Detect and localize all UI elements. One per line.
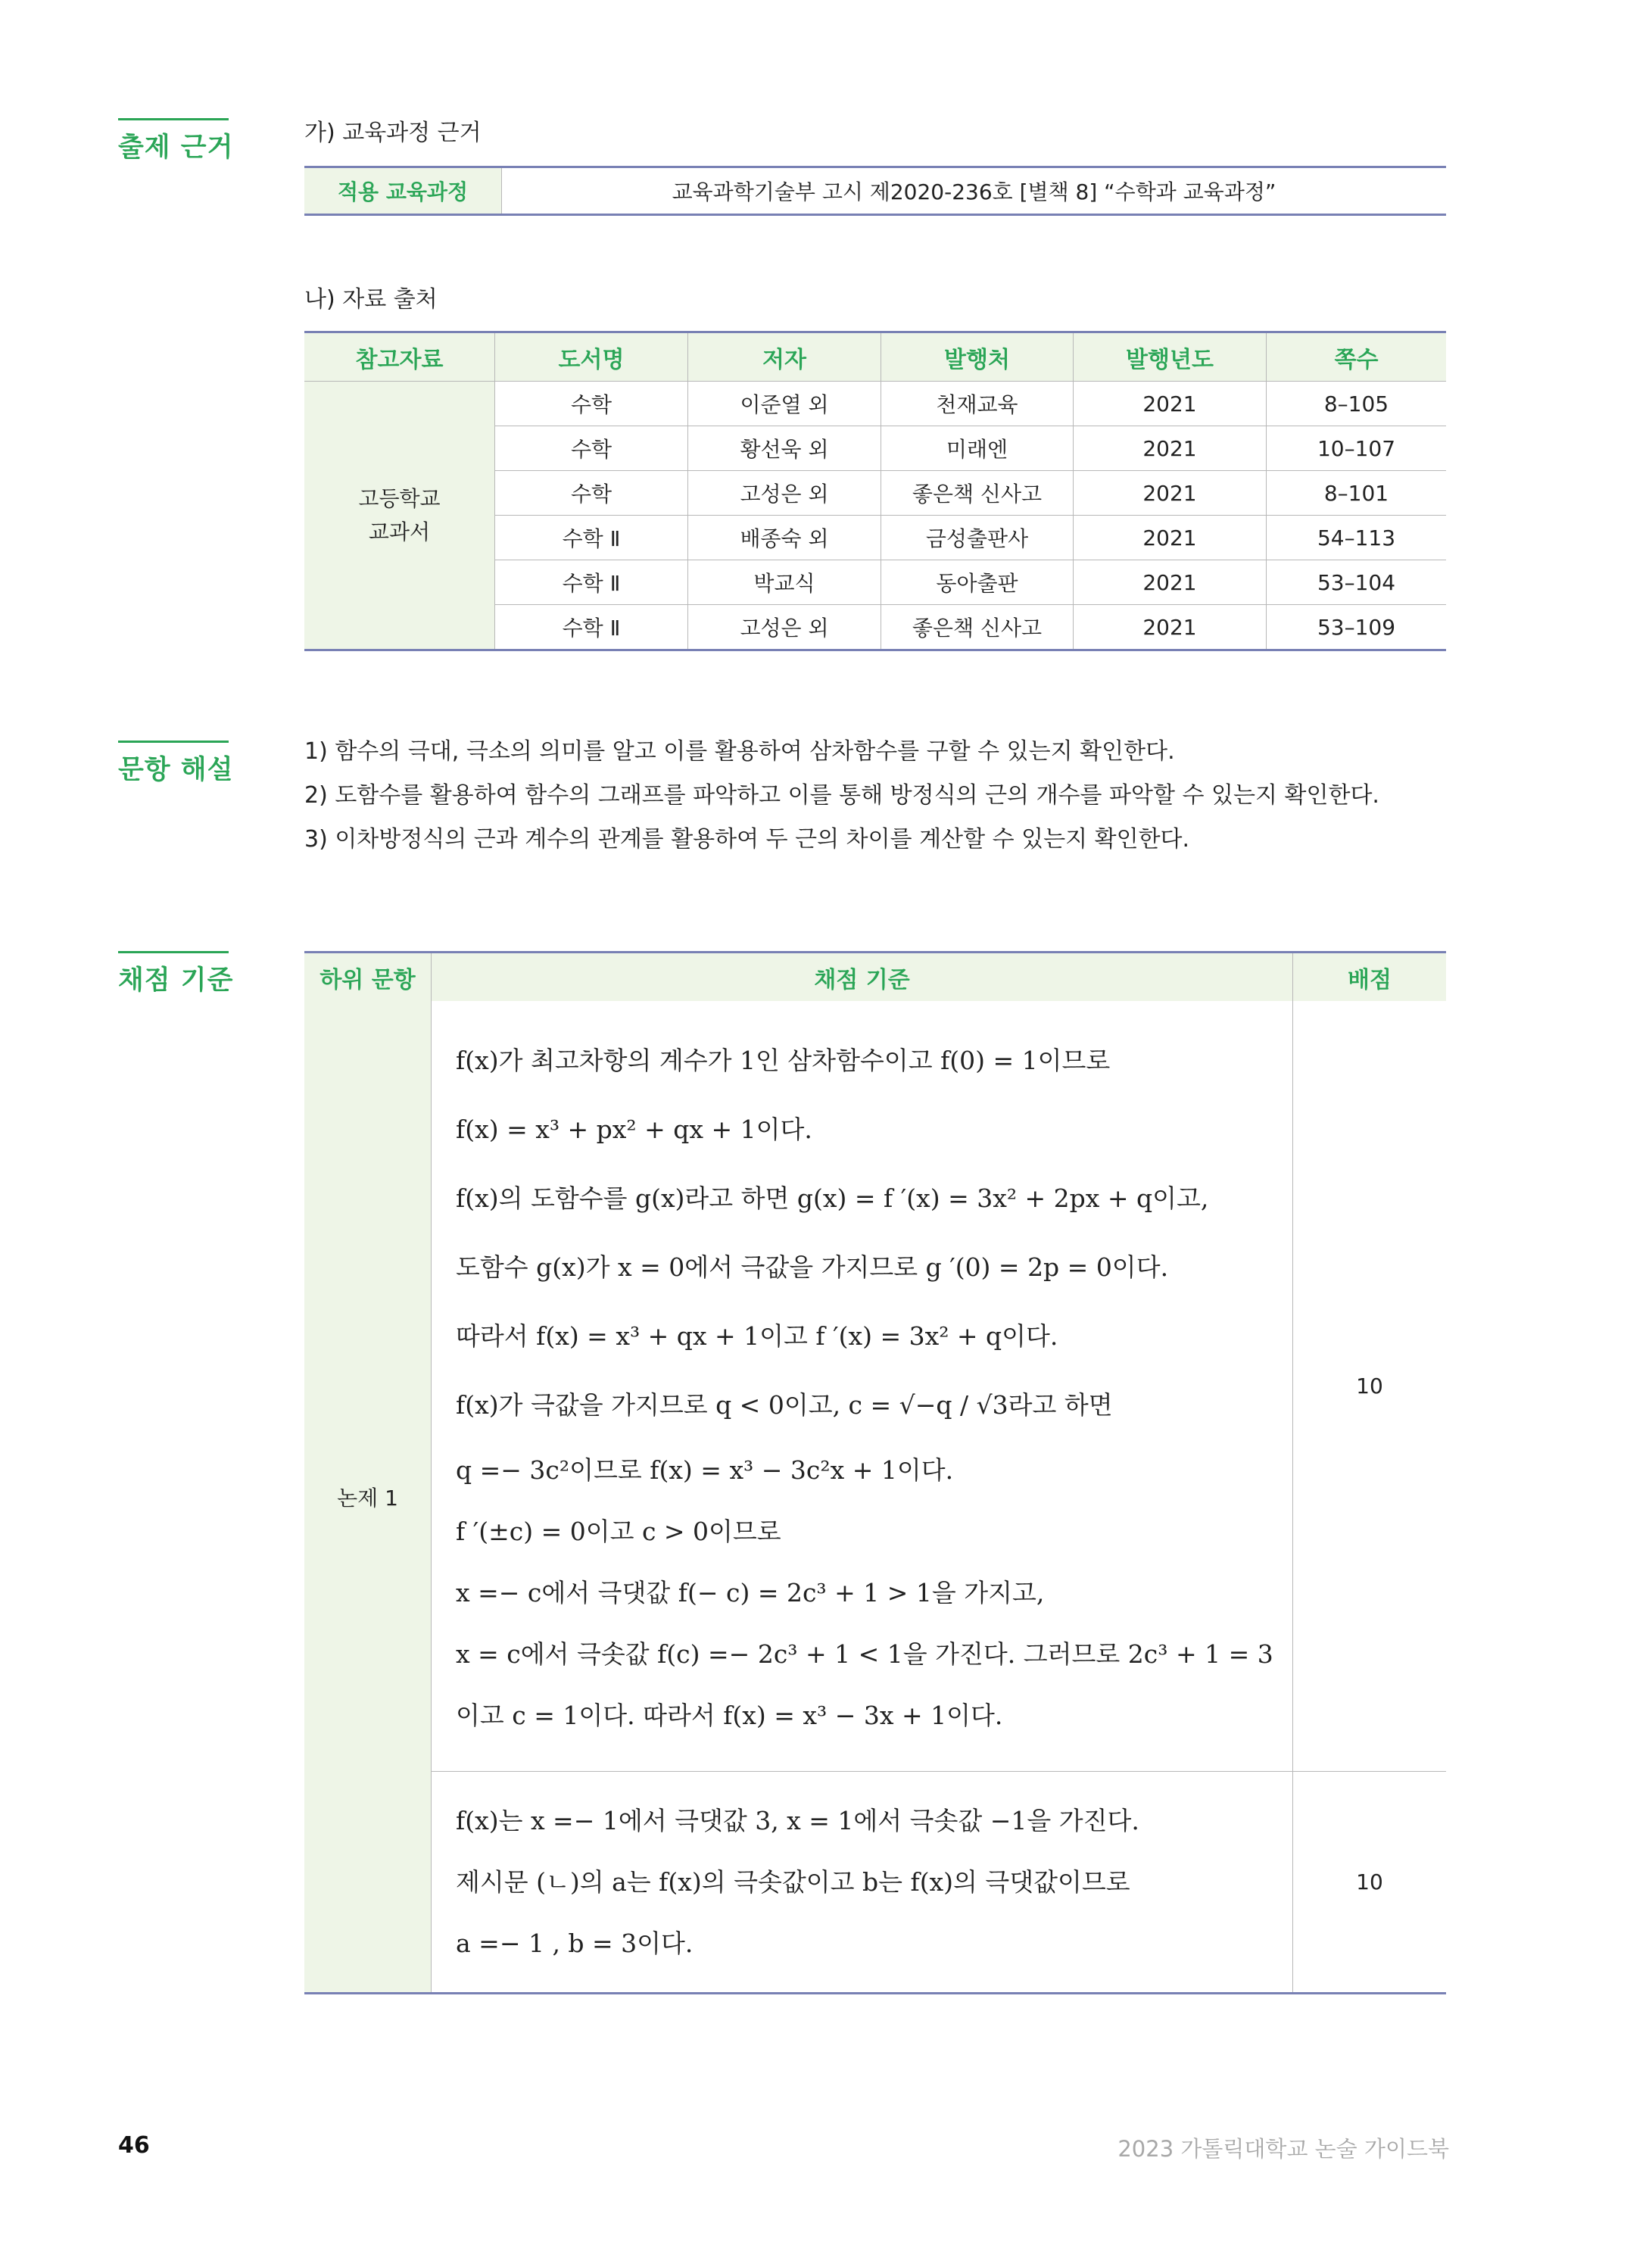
cell-author: 배종숙 외	[688, 516, 881, 560]
cell-pages: 10–107	[1267, 426, 1447, 471]
cell-publisher: 금성출판사	[881, 516, 1074, 560]
header-points: 배점	[1293, 953, 1447, 1002]
explanation-item: 1) 함수의 극대, 극소의 의미를 알고 이를 활용하여 삼차함수를 구할 수 있는지 확인한다.	[304, 738, 1175, 765]
source-category	[304, 382, 495, 650]
curriculum-label: 적용 교육과정	[304, 167, 502, 215]
criteria-cell	[432, 1001, 1293, 1772]
cell-publisher: 동아출판	[881, 560, 1074, 605]
cell-book-title: 수학	[495, 471, 688, 516]
section-title-grading: 채점 기준	[118, 951, 229, 997]
cell-publisher: 미래엔	[881, 426, 1074, 471]
criteria-line: x = c에서 극솟값 f(c) =− 2c³ + 1 < 1을 가진다. 그러므로 2c³ + 1 = 3	[456, 1639, 1273, 1670]
cell-publisher: 좋은책 신사고	[881, 471, 1074, 516]
section-title-explanation: 문항 해설	[118, 741, 229, 787]
cell-year: 2021	[1074, 516, 1267, 560]
cell-book-title: 수학 Ⅱ	[495, 605, 688, 650]
criteria-line: 도함수 g(x)가 x = 0에서 극값을 가지므로 g ′(0) = 2p = 0이다.	[456, 1252, 1169, 1283]
source-category-line: 고등학교	[358, 485, 441, 511]
criteria-line: 이고 c = 1이다. 따라서 f(x) = x³ − 3x + 1이다.	[456, 1701, 1003, 1731]
cell-book-title: 수학 Ⅱ	[495, 560, 688, 605]
header-publisher: 발행처	[881, 332, 1074, 382]
cell-pages: 53–104	[1267, 560, 1447, 605]
table-row	[304, 382, 1446, 426]
criteria-cell	[432, 1772, 1293, 1994]
curriculum-table	[304, 166, 1446, 216]
curriculum-value: 교육과학기술부 고시 제2020-236호 [별책 8] “수학과 교육과정”	[672, 179, 1276, 204]
criteria-line: a =− 1 , b = 3이다.	[456, 1929, 694, 1959]
cell-year: 2021	[1074, 426, 1267, 471]
criteria-line: x =− c에서 극댓값 f(− c) = 2c³ + 1 > 1을 가지고,	[456, 1578, 1045, 1608]
sub-item-label: 논제 1	[304, 1001, 432, 1994]
criteria-line: f(x) = x³ + px² + qx + 1이다.	[456, 1115, 812, 1145]
cell-year: 2021	[1074, 382, 1267, 426]
criteria-line: f(x)의 도함수를 g(x)라고 하면 g(x) = f ′(x) = 3x² + 2px + q이고,	[456, 1183, 1209, 1214]
cell-pages: 8–105	[1267, 382, 1447, 426]
cell-publisher: 좋은책 신사고	[881, 605, 1074, 650]
cell-author: 고성은 외	[688, 605, 881, 650]
cell-year: 2021	[1074, 471, 1267, 516]
criteria-line: q =− 3c²이므로 f(x) = x³ − 3c²x + 1이다.	[456, 1455, 954, 1486]
cell-year: 2021	[1074, 605, 1267, 650]
grading-table	[304, 951, 1446, 1994]
cell-pages: 53–109	[1267, 605, 1447, 650]
source-heading: 나) 자료 출처	[304, 286, 438, 313]
header-year: 발행년도	[1074, 332, 1267, 382]
table-row	[304, 1001, 1446, 1772]
cell-author: 이준열 외	[688, 382, 881, 426]
cell-book-title: 수학 Ⅱ	[495, 516, 688, 560]
cell-publisher: 천재교육	[881, 382, 1074, 426]
table-row	[304, 1772, 1446, 1994]
criteria-line: 따라서 f(x) = x³ + qx + 1이고 f ′(x) = 3x² + q이다.	[456, 1321, 1058, 1352]
points-value: 10	[1293, 1001, 1447, 1772]
header-author: 저자	[688, 332, 881, 382]
cell-book-title: 수학	[495, 382, 688, 426]
cell-pages: 54–113	[1267, 516, 1447, 560]
criteria-line: f ′(±c) = 0이고 c > 0이므로	[456, 1517, 781, 1547]
page-number: 46	[118, 2132, 150, 2159]
source-table	[304, 331, 1446, 651]
criteria-line: f(x)는 x =− 1에서 극댓값 3, x = 1에서 극솟값 −1을 가진다.	[456, 1806, 1139, 1836]
explanation-item: 3) 이차방정식의 근과 계수의 관계를 활용하여 두 근의 차이를 계산할 수 있는지 확인한다.	[304, 826, 1190, 853]
cell-author: 박교식	[688, 560, 881, 605]
header-book-title: 도서명	[495, 332, 688, 382]
header-sub-item: 하위 문항	[304, 953, 432, 1002]
grading-header-row	[304, 953, 1446, 1002]
header-reference: 참고자료	[304, 332, 495, 382]
explanation-item: 2) 도함수를 활용하여 함수의 그래프를 파악하고 이를 통해 방정식의 근의 개수를 파악할 수 있는지 확인한다.	[304, 782, 1379, 809]
criteria-line: 제시문 (ㄴ)의 a는 f(x)의 극솟값이고 b는 f(x)의 극댓값이므로	[456, 1867, 1130, 1897]
criteria-line: f(x)가 극값을 가지므로 q < 0이고, c = √−q / √3라고 하면	[456, 1390, 1113, 1420]
section-title-basis: 출제 근거	[118, 118, 229, 164]
cell-author: 황선욱 외	[688, 426, 881, 471]
curriculum-heading: 가) 교육과정 근거	[304, 120, 482, 146]
source-category-line: 교과서	[368, 519, 431, 544]
criteria-line: f(x)가 최고차항의 계수가 1인 삼차함수이고 f(0) = 1이므로	[456, 1046, 1111, 1076]
source-header-row	[304, 332, 1446, 382]
book-title: 2023 가톨릭대학교 논술 가이드북	[1117, 2136, 1449, 2162]
points-value: 10	[1293, 1772, 1447, 1994]
cell-year: 2021	[1074, 560, 1267, 605]
cell-book-title: 수학	[495, 426, 688, 471]
explanation-list	[304, 730, 1379, 862]
cell-author: 고성은 외	[688, 471, 881, 516]
header-pages: 쪽수	[1267, 332, 1447, 382]
cell-pages: 8–101	[1267, 471, 1447, 516]
header-criteria: 채점 기준	[432, 953, 1293, 1002]
